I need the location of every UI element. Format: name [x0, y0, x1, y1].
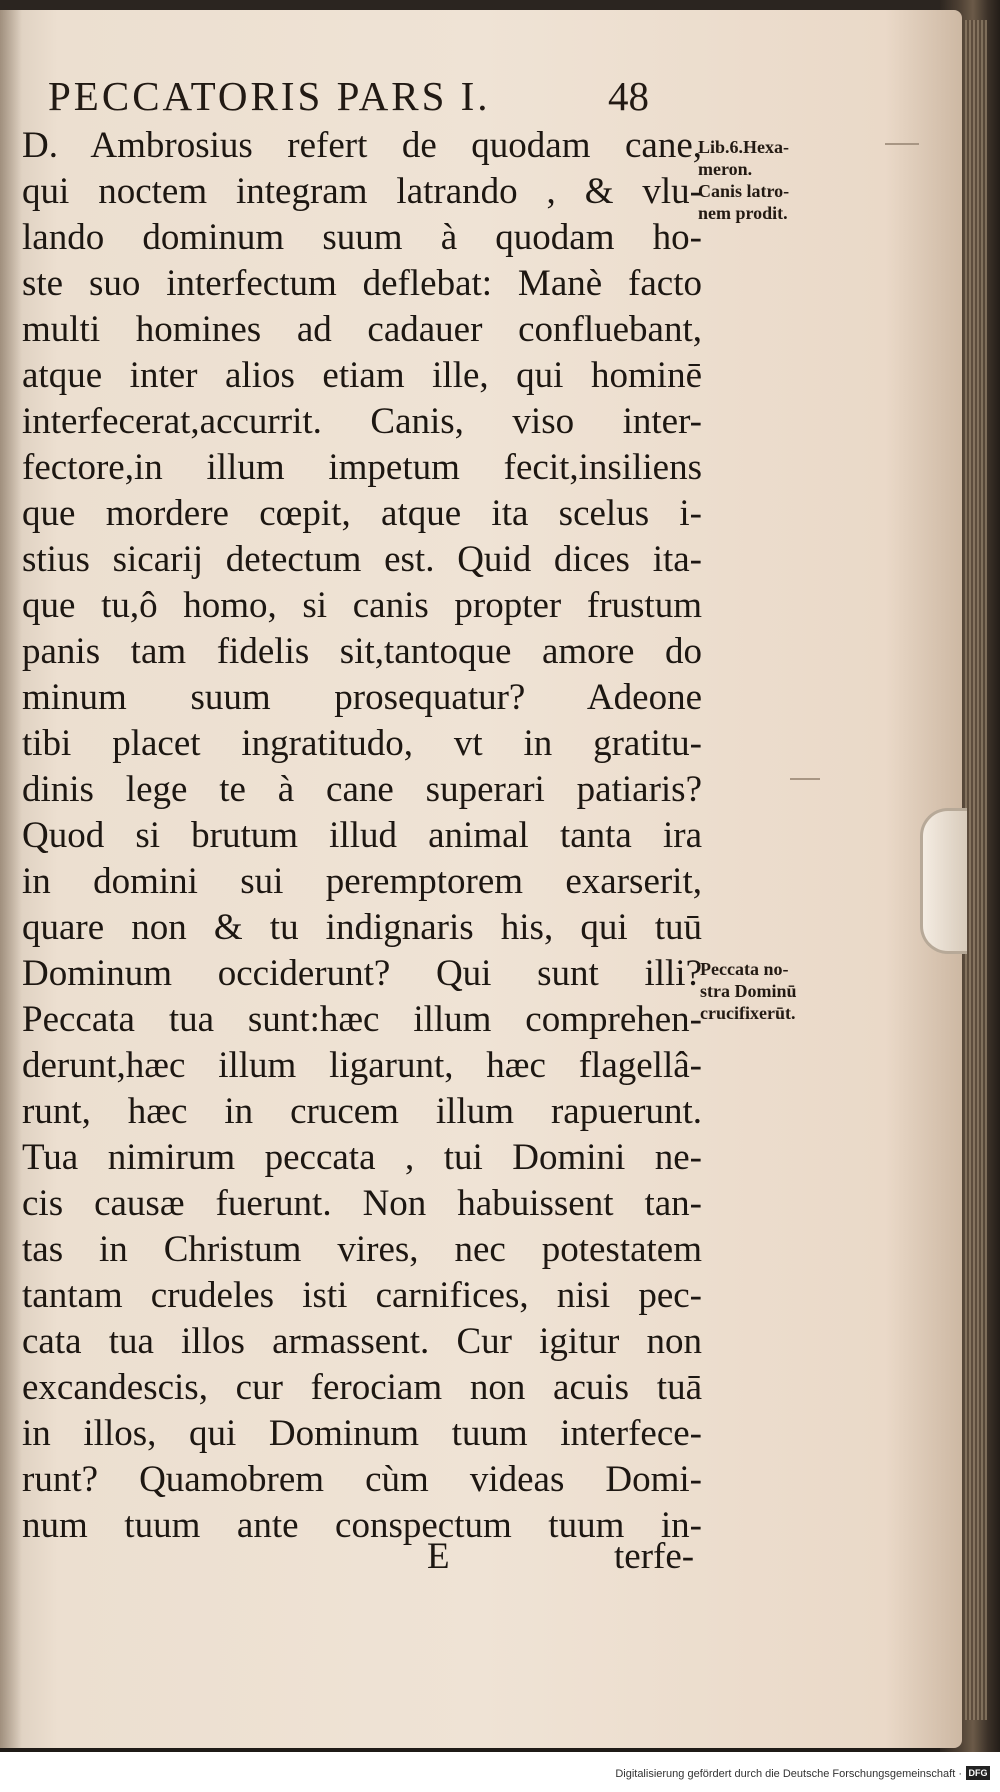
text-line: stius sicarij detectum est. Quid dices ita- [22, 539, 702, 580]
page-clip [920, 808, 967, 954]
text-line: que tu,ô homo, si canis propter frustum [22, 585, 702, 626]
text-line: interfecerat,accurrit. Canis, viso inter- [22, 401, 702, 442]
text-line: derunt,hæc illum ligarunt, hæc flagellâ- [22, 1045, 702, 1086]
text-line: tibi placet ingratitudo, vt in gratitu- [22, 723, 702, 764]
page-footer-row [22, 1535, 702, 1585]
text-line: panis tam fidelis sit,tantoque amore do [22, 631, 702, 672]
dfg-logo-icon: DFG [966, 1766, 990, 1780]
text-line: in illos, qui Dominum tuum interfece- [22, 1413, 702, 1454]
text-line: Quod si brutum illud animal tanta ira [22, 815, 702, 856]
body-text [22, 123, 702, 1549]
text-line: Tua nimirum peccata , tui Domini ne- [22, 1137, 702, 1178]
catchword: terfe- [614, 1536, 695, 1577]
text-line: Peccata tua sunt:hæc illum comprehen- [22, 999, 702, 1040]
page-stack-edge [965, 20, 987, 1720]
text-line: num tuum ante conspectum tuum in- [22, 1505, 702, 1546]
text-line: ste suo interfectum deflebat: Manè facto [22, 263, 702, 304]
text-line: fectore,in illum impetum fecit,insiliens [22, 447, 702, 488]
text-line: excandescis, cur ferociam non acuis tuā [22, 1367, 702, 1408]
text-line: qui noctem integram latrando , & vlu- [22, 171, 702, 212]
margin-note-line: nem prodit. [698, 203, 788, 223]
margin-note-line: Peccata no- [700, 959, 789, 979]
signature-mark: E [427, 1536, 450, 1577]
text-line: runt? Quamobrem cùm videas Domi- [22, 1459, 702, 1500]
text-line: Dominum occiderunt? Qui sunt illi? [22, 953, 702, 994]
margin-note-line: Canis latro- [698, 181, 790, 201]
folio-number: 48 [608, 73, 649, 119]
text-line: quare non & tu indignaris his, qui tuū [22, 907, 702, 948]
margin-note-line: Lib.6.Hexa- [698, 137, 790, 157]
margin-note-hexameron [698, 136, 789, 224]
text-line: runt, hæc in crucem illum rapuerunt. [22, 1091, 702, 1132]
text-line: minum suum prosequatur? Adeone [22, 677, 702, 718]
gutter-shadow [0, 10, 22, 1748]
text-line: lando dominum suum à quodam ho- [22, 217, 702, 258]
text-line: tas in Christum vires, nec potestatem [22, 1229, 702, 1270]
margin-note-line: meron. [698, 159, 753, 179]
text-line: in domini sui peremptorem exarserit, [22, 861, 702, 902]
stray-mark [790, 778, 820, 780]
text-line: D. Ambrosius refert de quodam cane, [22, 125, 702, 166]
text-line: atque inter alios etiam ille, qui hominē [22, 355, 702, 396]
text-line: que mordere cœpit, atque ita scelus i- [22, 493, 702, 534]
running-header [48, 72, 688, 120]
margin-note-line: crucifixerūt. [700, 1003, 796, 1023]
text-line: dinis lege te à cane superari patiaris? [22, 769, 702, 810]
text-line: cata tua illos armassent. Cur igitur non [22, 1321, 702, 1362]
text-line: tantam crudeles isti carnifices, nisi pec- [22, 1275, 702, 1316]
running-title: PECCATORIS PARS I. [48, 73, 491, 119]
margin-note-peccata [700, 958, 797, 1024]
text-line: multi homines ad cadauer confluebant, [22, 309, 702, 350]
funding-credit: Digitalisierung gefördert durch die Deutsche Forschungsgemeinschaft · [615, 1768, 962, 1780]
stray-mark [885, 143, 919, 145]
margin-note-line: stra Dominū [700, 981, 797, 1001]
text-line: cis causæ fuerunt. Non habuissent tan- [22, 1183, 702, 1224]
